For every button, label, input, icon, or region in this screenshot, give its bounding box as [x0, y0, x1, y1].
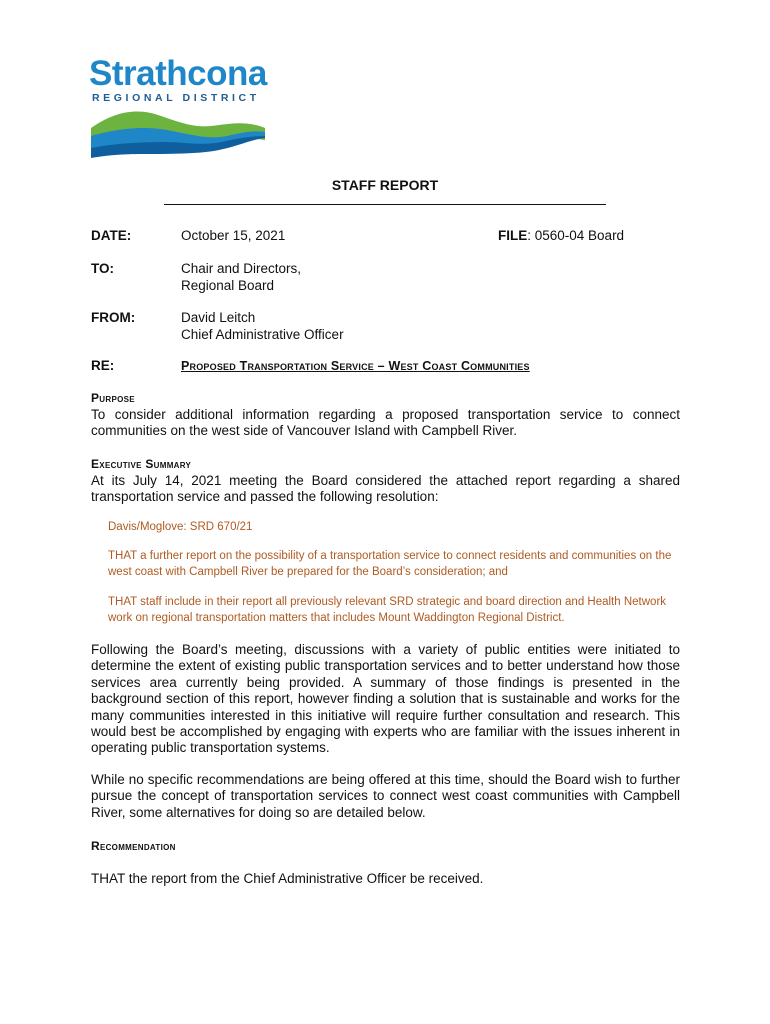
logo-subtitle: REGIONAL DISTRICT	[92, 92, 260, 104]
re-subject-wrap	[181, 358, 530, 375]
from-line-1: David Leitch	[181, 310, 256, 325]
report-title: STAFF REPORT	[331, 177, 439, 193]
logo-wordmark: Strathcona	[89, 54, 267, 93]
summary-paragraph-1: Following the Board’s meeting, discussions with a variety of public entities were initiated to determine the extent of existing public transportation services and to better understand how those services area currently being provided. A summary of those findings is presented in the background section of this report, however finding a solution that is sustainable and works for the many communities interested in this initiative will require further consultation and research. This would best be accomplished by engaging with experts who are familiar with the issues inherent in operating public transportation systems.	[91, 642, 680, 756]
executive-summary-intro: At its July 14, 2021 meeting the Board considered the attached report regarding a shared transportation service and passed the following resolution:	[91, 473, 680, 505]
from-label: FROM:	[91, 310, 136, 325]
from-sender	[181, 310, 344, 343]
file-label: FILE	[498, 228, 528, 243]
file-reference	[498, 228, 624, 245]
file-value: : 0560-04 Board	[527, 228, 625, 243]
summary-paragraph-2: While no specific recommendations are being offered at this time, should the Board wish to further pursue the concept of transportation services to connect west coast communities with Campbell River, some alternatives for doing so are detailed below.	[91, 772, 680, 820]
resolution-mover: Davis/Moglove: SRD 670/21	[108, 521, 253, 533]
title-divider	[164, 204, 606, 205]
to-line-2: Regional Board	[181, 277, 275, 293]
purpose-text: To consider additional information regarding a proposed transportation service to connect communities on the west side of Vancouver Island with Campbell River.	[91, 407, 680, 439]
executive-summary-heading: Executive Summary	[91, 457, 192, 471]
re-subject: Proposed Transportation Service – West Coast Communities	[181, 359, 530, 373]
recommendation-text: THAT the report from the Chief Administrative Officer be received.	[91, 871, 484, 886]
resolution-clause-1: THAT a further report on the possibility of a transportation service to connect residents and communities on the west coast with Campbell River be prepared for the Board’s consideration; and	[108, 550, 672, 578]
date-value: October 15, 2021	[181, 228, 286, 243]
date-label: DATE:	[91, 228, 132, 243]
purpose-heading: Purpose	[91, 391, 135, 405]
resolution-clause-2: THAT staff include in their report all previously relevant SRD strategic and board direction and Health Network work on regional transportation matters that includes Mount Waddington Regional District.	[108, 596, 667, 624]
from-line-2: Chief Administrative Officer	[181, 326, 344, 342]
recommendation-heading: Recommendation	[91, 839, 176, 853]
logo-landscape-icon	[89, 106, 267, 158]
to-label: TO:	[91, 261, 114, 276]
strathcona-logo	[89, 54, 269, 160]
re-label: RE:	[91, 358, 115, 373]
to-line-1: Chair and Directors,	[181, 261, 302, 276]
to-recipient	[181, 261, 301, 294]
